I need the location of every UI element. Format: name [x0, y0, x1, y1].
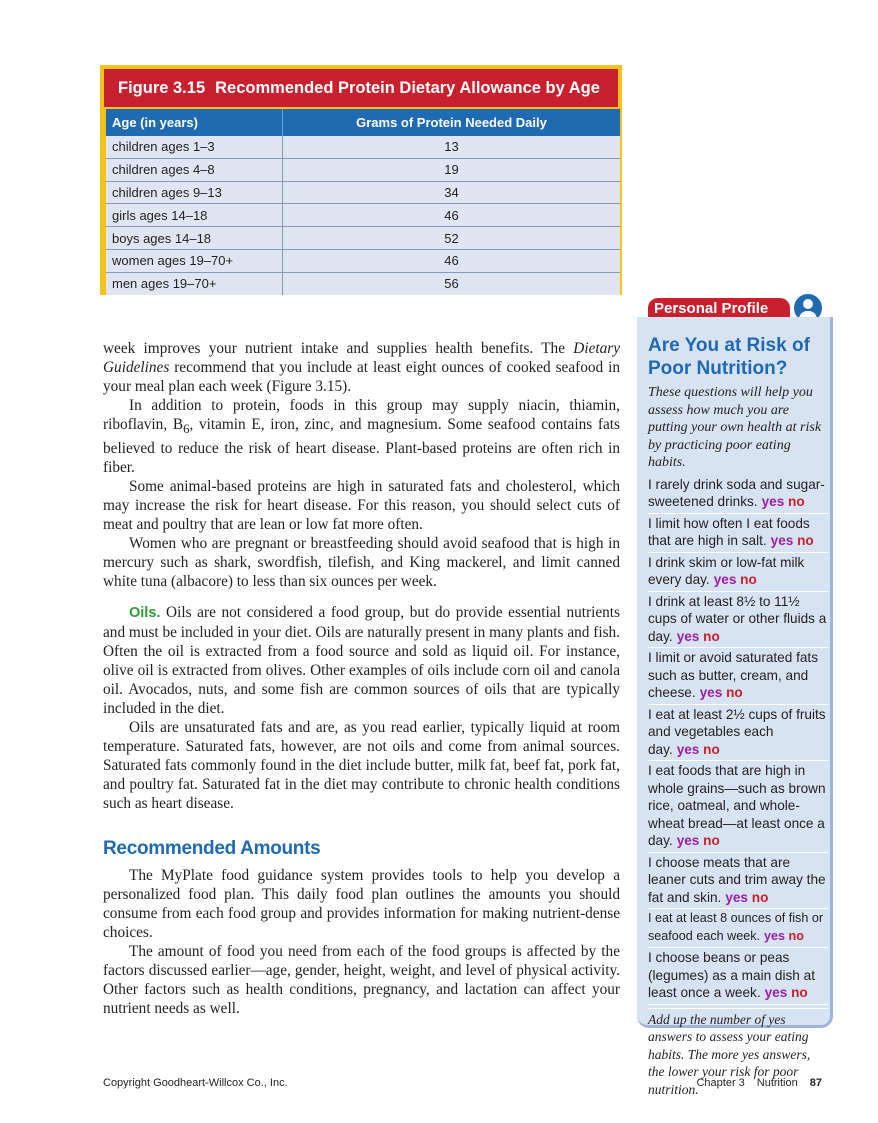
table-row: [106, 181, 620, 204]
question-text: I rarely drink soda and sugar-sweetened drinks.: [648, 476, 825, 509]
main-body-text: [103, 339, 620, 1018]
grams-cell: 19: [283, 158, 621, 181]
question-text: I limit how often I eat foods that are high in salt.: [648, 515, 810, 548]
yes-option: yes: [764, 985, 788, 1000]
yes-option: yes: [725, 889, 748, 905]
grams-cell: 13: [283, 136, 621, 158]
grams-cell: 52: [283, 227, 621, 250]
yes-no-choice: [714, 572, 757, 587]
yes-option: yes: [713, 572, 737, 587]
question-item: [648, 705, 828, 762]
yes-no-choice: [764, 929, 804, 943]
question-item: [648, 553, 828, 592]
paragraph: Some animal-based proteins are high in saturated fats and cholesterol, which may increase the risk for heart disease. For this reason, you should select cuts of meat and poultry that are lean or low fat more often.: [103, 478, 620, 534]
question-item: [648, 514, 828, 553]
no-option: no: [797, 533, 814, 548]
text-run: week improves your nutrient intake and supplies health benefits. The: [103, 340, 574, 357]
yes-option: yes: [761, 494, 785, 509]
question-item: [648, 592, 828, 649]
yes-option: yes: [764, 928, 786, 943]
no-option: no: [726, 685, 743, 700]
no-option: no: [788, 928, 804, 943]
yes-no-choice: [677, 833, 720, 848]
publication-title: Dietary Guidelines: [103, 340, 620, 376]
yes-no-choice: [677, 629, 720, 644]
sidebar-outro: Add up the number of yes answers to assess your eating habits. The more yes answers, the lower your risk for poor nutrition.: [648, 1008, 828, 1099]
column-header-grams: Grams of Protein Needed Daily: [283, 109, 621, 136]
age-cell: children ages 1–3: [106, 136, 283, 158]
no-option: no: [788, 494, 805, 509]
age-cell: men ages 19–70+: [106, 272, 283, 294]
question-text: I limit or avoid saturated fats such as butter, cream, and cheese.: [648, 650, 818, 700]
section-heading: Recommended Amounts: [103, 838, 321, 860]
sidebar-intro: These questions will help you assess how much you are putting your own health at risk by practicing poor eating habits.: [648, 385, 822, 470]
age-cell: girls ages 14–18: [106, 204, 283, 227]
yes-no-choice: [771, 533, 814, 548]
no-option: no: [740, 572, 757, 587]
subscript: 6: [183, 422, 190, 437]
age-cell: boys ages 14–18: [106, 227, 283, 250]
figure-number: Figure 3.15: [118, 79, 206, 97]
footer-chapter: Chapter 3: [696, 1077, 745, 1089]
figure-3-15: [100, 65, 622, 295]
yes-no-choice: [700, 685, 743, 700]
no-option: no: [703, 741, 720, 757]
personal-profile-badge: Personal Profile: [648, 298, 790, 320]
question-text: I eat foods that are high in whole grains—such as brown rice, oatmeal, and whole-wheat bread—at least once a day.: [648, 763, 826, 848]
question-item: [648, 761, 828, 853]
yes-option: yes: [699, 685, 723, 700]
question-text: I eat at least 8 ounces of fish or seafood each week.: [648, 911, 824, 943]
paragraph: Oils are unsaturated fats and are, as you read earlier, typically liquid at room temperature. Saturated fats, however, are not oils and come from animal sources. Saturated fats commonly found in the diet include butter, milk fat, beef fat, pork fat, and poultry fat. Saturated fat in the diet may contribute to chronic health conditions such as heart disease.: [103, 719, 620, 813]
question-item: [648, 475, 828, 514]
no-option: no: [703, 628, 720, 644]
text-run: In addition to protein, foods in this group may supply niacin, thiamin, riboflavin, B: [103, 397, 620, 433]
yes-option: yes: [676, 628, 700, 644]
table-row: [106, 158, 620, 181]
age-cell: children ages 9–13: [106, 181, 283, 204]
sidebar-title: Are You at Risk of Poor Nutrition?: [648, 335, 810, 379]
question-text: I choose meats that are leaner cuts and trim away the fat and skin.: [648, 854, 826, 905]
yes-option: yes: [770, 533, 794, 548]
yes-no-choice: [725, 890, 768, 905]
paragraph: [103, 339, 620, 396]
no-option: no: [751, 889, 769, 905]
no-option: no: [703, 833, 720, 848]
protein-table: [106, 109, 620, 295]
paragraph: Women who are pregnant or breastfeeding should avoid seafood that is high in mercury such as shark, swordfish, tilefish, and King mackerel, and limit canned white tuna (albacore) to less than six ounces per week.: [103, 535, 620, 591]
table-row: [106, 136, 620, 158]
yes-option: yes: [676, 741, 700, 757]
question-text: I drink at least 8½ to 11½ cups of water or other fluids a day.: [648, 593, 827, 644]
page-number: 87: [809, 1077, 822, 1089]
figure-title: Recommended Protein Dietary Allowance by Age: [215, 79, 600, 97]
yes-option: yes: [676, 833, 700, 848]
grams-cell: 46: [283, 204, 621, 227]
age-cell: women ages 19–70+: [106, 249, 283, 272]
oils-heading: Oils.: [129, 605, 161, 622]
yes-no-choice: [762, 494, 805, 509]
paragraph-oils: [103, 603, 620, 718]
question-text: I eat at least 2½ cups of fruits and vegetables each day.: [648, 706, 826, 757]
table-header-row: [106, 109, 620, 136]
no-option: no: [791, 985, 808, 1000]
table-row: [106, 227, 620, 250]
text-run: , vitamin E, iron, zinc, and magnesium. Some seafood contains fats believed to reduce the risk of heart disease. Plant-based proteins are often rich in fiber.: [103, 416, 620, 477]
grams-cell: 34: [283, 181, 621, 204]
grams-cell: 56: [283, 272, 621, 294]
footer-page-info: [696, 1077, 822, 1089]
text-run: recommend that you include at least eight ounces of cooked seafood in your meal plan each week (Figure 3.15).: [103, 359, 620, 395]
figure-title-bar: [104, 69, 618, 107]
table-row: [106, 204, 620, 227]
grams-cell: 46: [283, 249, 621, 272]
table-row: [106, 249, 620, 272]
yes-no-choice: [765, 985, 808, 1000]
yes-no-choice: [677, 742, 720, 757]
footer-copyright: Copyright Goodheart-Willcox Co., Inc.: [103, 1077, 288, 1089]
paragraph: The amount of food you need from each of the food groups is affected by the factors discussed earlier—age, gender, height, weight, and level of physical activity. Other factors such as health conditions, pregnancy, and lactation can affect your nutrient needs as well.: [103, 943, 620, 1018]
question-item: [648, 948, 828, 1005]
column-header-age: Age (in years): [106, 109, 283, 136]
question-item: [648, 648, 828, 705]
text-run: Oils are not considered a food group, but do provide essential nutrients and must be included in your diet. Oils are naturally present in many plants and fish. Often the oil is extracted from a food source and sold as liquid oil. For instance, olive oil is extracted from olives. Other examples of oils include corn oil and canola oil. Avocados, nuts, and some fish are common sources of oils that are typically included in the diet.: [103, 604, 621, 718]
footer-section: Nutrition: [756, 1077, 798, 1089]
question-item: [648, 909, 828, 948]
question-item: [648, 853, 828, 910]
age-cell: children ages 4–8: [106, 158, 283, 181]
question-text: I choose beans or peas (legumes) as a main dish at least once a week.: [648, 950, 815, 1000]
table-row: [106, 272, 620, 294]
paragraph: [103, 396, 620, 477]
question-text: I drink skim or low-fat milk every day.: [648, 554, 805, 587]
paragraph: The MyPlate food guidance system provides tools to help you develop a personalized food plan. This daily food plan outlines the amounts you should consume from each food group and provides information for making nutrient-dense choices.: [103, 867, 620, 942]
